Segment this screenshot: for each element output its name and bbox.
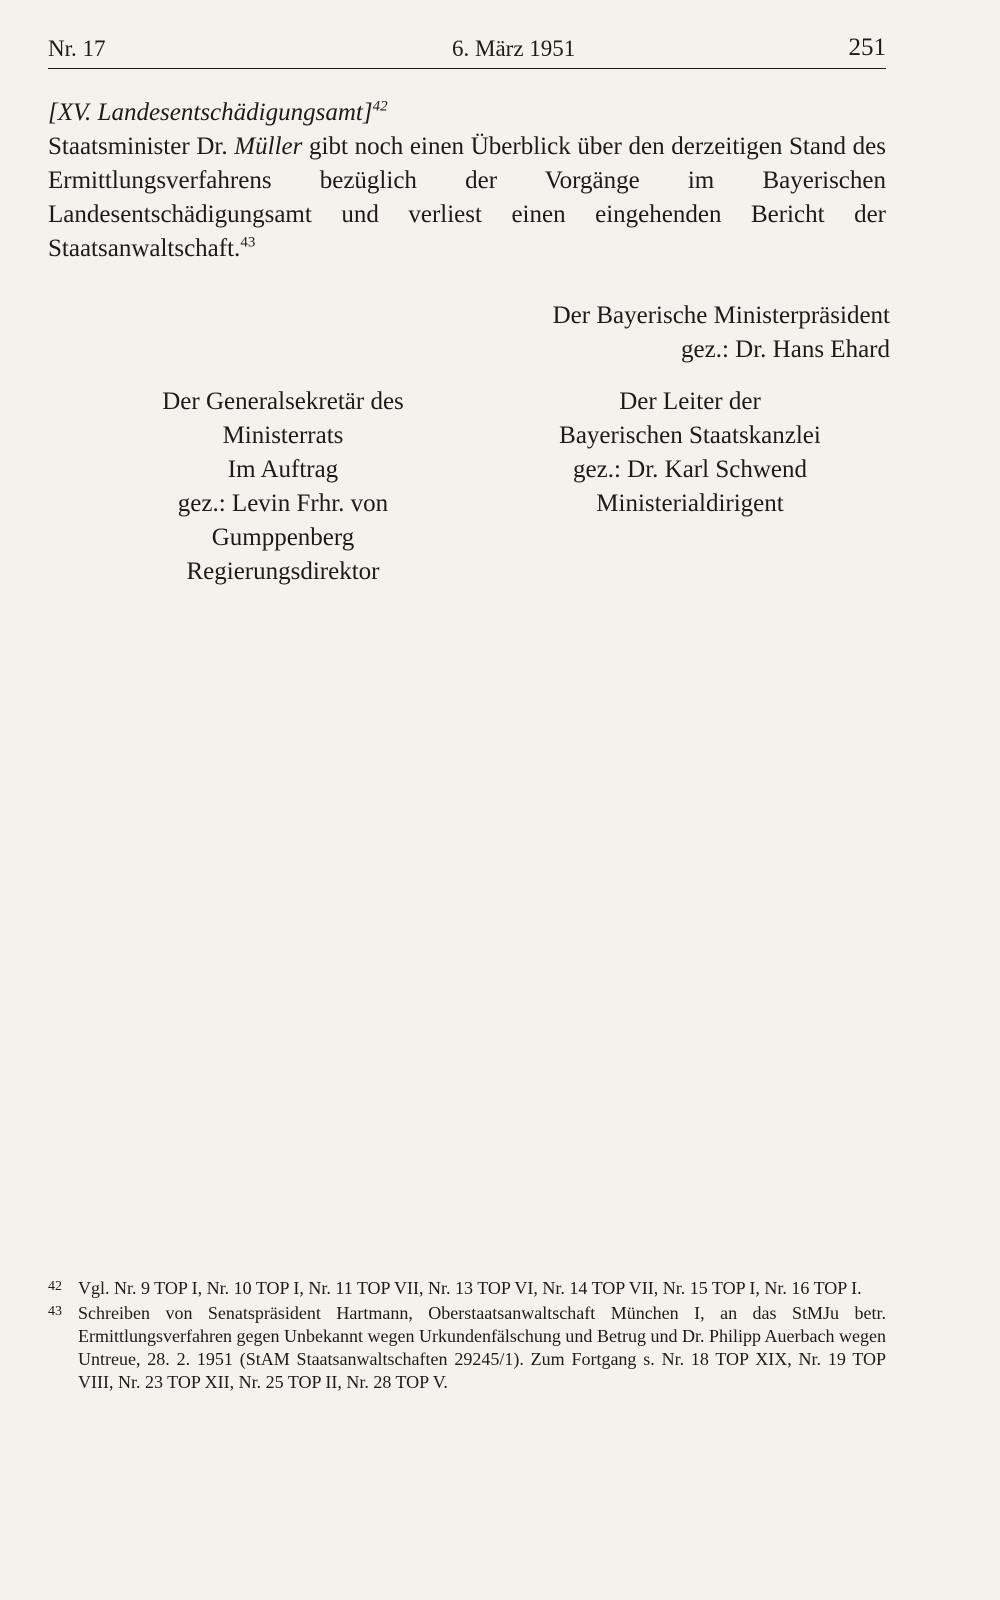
footnote-42 — [48, 1277, 886, 1300]
body-text-start: Staatsminister Dr. — [48, 133, 235, 160]
minister-name: Müller — [234, 133, 303, 160]
sig-pm-title: Der Bayerische Ministerpräsident — [552, 302, 890, 329]
sig-gen-line1: Der Generalsekretär des — [162, 388, 404, 415]
footnotes — [48, 1277, 886, 1396]
sig-gen-line3: Im Auftrag — [227, 456, 339, 483]
sig-gen-line5: Regierungsdirektor — [186, 558, 380, 585]
sig-sk-line3: gez.: Dr. Karl Schwend — [573, 456, 807, 483]
sig-gen-line4: gez.: Levin Frhr. von Gumppenberg — [177, 490, 389, 551]
signature-generalsekretaer — [108, 385, 458, 589]
footnote-43 — [48, 1302, 886, 1394]
header-issue-number: Nr. 17 — [48, 36, 106, 61]
footnote-ref-43: 43 — [240, 234, 256, 251]
section-body — [48, 130, 886, 266]
footnote-ref-42: 42 — [372, 98, 388, 115]
sig-gen-line2: Ministerrats — [222, 422, 344, 449]
body-text-rest: gibt noch einen Überblick über den derzeitigen Stand des Ermittlungsverfahrens bezüglich der Vorgänge im Bayerischen Landesentschädigungsamt und verliest einen eingehenden Bericht der Staatsanwaltschaft. — [48, 133, 886, 262]
page-number: 251 — [848, 34, 886, 61]
bleed-through-texture — [40, 520, 940, 1260]
sig-pm-signed: gez.: Dr. Hans Ehard — [681, 336, 890, 363]
header-date: 6. März 1951 — [452, 36, 576, 61]
sig-sk-line1: Der Leiter der — [619, 388, 761, 415]
footnote-number: 42 — [48, 1279, 62, 1294]
footnote-text: Vgl. Nr. 9 TOP I, Nr. 10 TOP I, Nr. 11 TOP VII, Nr. 13 TOP VI, Nr. 14 TOP VII, Nr. 15 TOP I, Nr. 16 TOP I. — [78, 1278, 862, 1298]
running-header — [48, 34, 886, 69]
footnote-number: 43 — [48, 1304, 62, 1319]
signature-ministerpraesident — [470, 299, 890, 367]
section-title-text: [XV. Landesentschädigungsamt] — [48, 99, 373, 126]
agenda-section — [48, 96, 886, 266]
sig-sk-line2: Bayerischen Staatskanzlei — [559, 422, 821, 449]
footnote-text: Schreiben von Senatspräsident Hartmann, Oberstaatsanwaltschaft München I, an das StMJu betr. Ermittlungsverfahren gegen Unbekannt wegen Urkundenfälschung und Betrug und Dr. Philipp Auerbach wegen Untreue, 28. 2. 1951 (StAM Staatsanwaltschaften 29245/1). Zum Fortgang s. Nr. 18 TOP XIX, Nr. 19 TOP VIII, Nr. 23 TOP XII, Nr. 25 TOP II, Nr. 28 TOP V. — [78, 1303, 886, 1392]
section-title — [48, 96, 886, 130]
sig-sk-line4: Ministerialdirigent — [596, 490, 784, 517]
signature-staatskanzlei — [520, 385, 860, 521]
